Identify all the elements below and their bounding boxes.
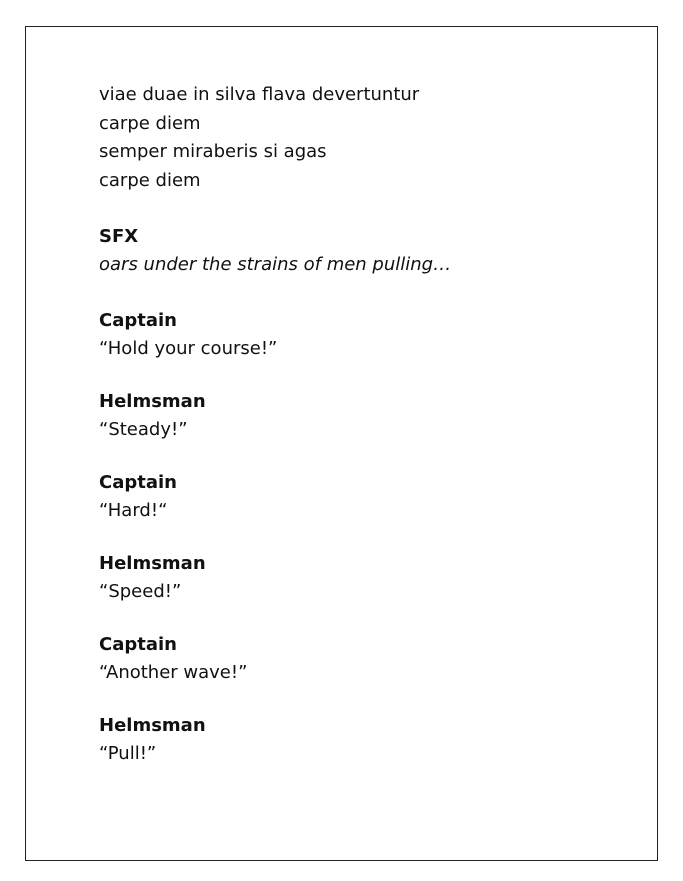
speaker-name: Helmsman bbox=[99, 391, 206, 412]
speaker-name: Helmsman bbox=[99, 553, 206, 574]
dialogue-block bbox=[99, 388, 619, 444]
speaker-name: Captain bbox=[99, 472, 177, 493]
speaker-name: Captain bbox=[99, 310, 177, 331]
dialogue-line: “Steady!” bbox=[99, 419, 188, 440]
script-page bbox=[25, 26, 658, 861]
speaker-name: Helmsman bbox=[99, 715, 206, 736]
dialogue-block bbox=[99, 307, 619, 363]
page-content bbox=[99, 81, 619, 768]
dialogue-block bbox=[99, 550, 619, 606]
verse-line: carpe diem bbox=[99, 112, 201, 134]
dialogue-block bbox=[99, 712, 619, 768]
dialogue-line: “Pull!” bbox=[99, 743, 157, 764]
verse-block bbox=[99, 81, 619, 195]
sfx-label: SFX bbox=[99, 226, 139, 247]
verse-line: semper miraberis si agas bbox=[99, 141, 327, 162]
speaker-name: Captain bbox=[99, 634, 177, 655]
dialogue-line: “Speed!” bbox=[99, 581, 182, 602]
dialogue-block bbox=[99, 469, 619, 525]
dialogue-line: “Another wave!” bbox=[99, 662, 248, 683]
verse-line: carpe diem bbox=[99, 169, 201, 191]
sfx-description: oars under the strains of men pulling… bbox=[99, 254, 452, 275]
dialogue-line: “Hard!“ bbox=[99, 500, 168, 521]
verse-line: viae duae in silva flava devertuntur bbox=[99, 84, 420, 105]
sfx-block bbox=[99, 223, 619, 279]
dialogue-block bbox=[99, 631, 619, 687]
dialogue-line: “Hold your course!” bbox=[99, 338, 278, 359]
